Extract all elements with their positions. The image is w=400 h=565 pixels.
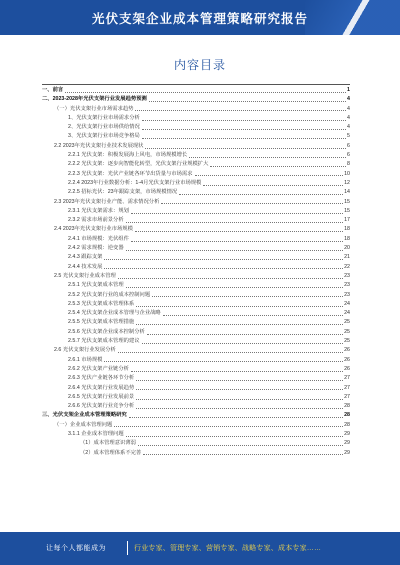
- toc-leader-dots: [126, 436, 343, 437]
- toc-entry-title: 3、光伏支架行业市场竞争格局: [68, 133, 140, 140]
- toc-leader-dots: [163, 315, 343, 316]
- toc-entry-title: 2.5 光伏支架行业成本管理: [54, 272, 116, 279]
- toc-entry[interactable]: [42, 198, 350, 207]
- toc-entry-page: 27: [344, 375, 350, 382]
- table-of-contents: [42, 86, 350, 458]
- toc-entry-title: 2.4.2 需求规模：逆变器: [68, 245, 124, 252]
- toc-entry-page: 15: [344, 198, 350, 205]
- toc-entry[interactable]: [42, 430, 350, 439]
- toc-entry-title: 2.3.2 需求市场前景分析: [68, 217, 124, 224]
- toc-leader-dots: [136, 399, 343, 400]
- toc-entry-page: 14: [344, 189, 350, 196]
- toc-entry-page: 18: [344, 235, 350, 242]
- toc-entry-title: （一）企业成本管理问题: [54, 421, 113, 428]
- toc-entry-page: 21: [344, 254, 350, 261]
- toc-leader-dots: [104, 259, 343, 260]
- footer-tagline: 行业专家、管理专家、营销专家、战略专家、成本专家……: [134, 545, 322, 552]
- toc-leader-dots: [126, 287, 343, 288]
- toc-leader-dots: [136, 380, 343, 381]
- toc-entry[interactable]: [42, 123, 350, 132]
- toc-entry-page: 29: [344, 430, 350, 437]
- toc-entry-title: 2.4.3 跟踪支架: [68, 254, 103, 261]
- toc-entry-page: 28: [344, 412, 350, 419]
- toc-entry-page: 24: [344, 300, 350, 307]
- toc-entry-title: 2.2.4 2023年行业数据分析：1-4月光伏支架行业市场规模: [68, 179, 202, 186]
- toc-entry-page: 17: [344, 217, 350, 224]
- toc-leader-dots: [142, 138, 346, 139]
- toc-leader-dots: [195, 175, 344, 176]
- toc-entry[interactable]: [42, 374, 350, 383]
- toc-entry-page: 26: [344, 347, 350, 354]
- toc-leader-dots: [210, 166, 346, 167]
- toc-entry[interactable]: [42, 253, 350, 262]
- toc-entry[interactable]: [42, 235, 350, 244]
- toc-entry[interactable]: [42, 281, 350, 290]
- header-bar: [0, 0, 400, 35]
- toc-leader-dots: [136, 324, 343, 325]
- toc-entry[interactable]: [42, 421, 350, 430]
- toc-entry-title: 2.2 2023年光伏支架行业技术发展现状: [54, 142, 144, 149]
- toc-leader-dots: [136, 389, 343, 390]
- toc-entry[interactable]: [42, 188, 350, 197]
- toc-entry-title: 2.6.3 光伏产业链各环节分析: [68, 375, 135, 382]
- toc-entry[interactable]: [42, 384, 350, 393]
- toc-entry[interactable]: [42, 449, 350, 458]
- toc-leader-dots: [65, 92, 346, 93]
- toc-entry[interactable]: [42, 170, 350, 179]
- toc-entry-title: （一）光伏支架行业市场需求趋势: [54, 105, 134, 112]
- toc-leader-dots: [189, 157, 346, 158]
- toc-entry-page: 10: [344, 170, 350, 177]
- toc-entry-page: 4: [347, 105, 350, 112]
- toc-entry-title: 2.2.5 招标光伏：23年跟踪支架，市场规模情况: [68, 189, 178, 196]
- toc-leader-dots: [104, 268, 343, 269]
- toc-entry-title: 2、光伏支架行业市场供给情况: [68, 124, 140, 131]
- toc-leader-dots: [126, 250, 343, 251]
- toc-entry[interactable]: [42, 328, 350, 337]
- toc-entry-title: 2.3.1 光伏支架需求：规划: [68, 207, 129, 214]
- toc-leader-dots: [138, 445, 343, 446]
- toc-leader-dots: [136, 408, 343, 409]
- toc-entry-page: 24: [344, 310, 350, 317]
- toc-entry-page: 29: [344, 440, 350, 447]
- toc-leader-dots: [126, 222, 343, 223]
- toc-leader-dots: [131, 241, 343, 242]
- toc-entry-title: 2.5.7 光伏支架成本管理的建议: [68, 338, 140, 345]
- toc-entry[interactable]: [42, 411, 350, 420]
- toc-entry-title: 2.6.4 光伏支架行业发展趋势: [68, 384, 135, 391]
- toc-entry[interactable]: [42, 179, 350, 188]
- toc-leader-dots: [142, 343, 344, 344]
- toc-entry-page: 27: [344, 384, 350, 391]
- toc-leader-dots: [143, 454, 343, 455]
- footer-slogan: 让每个人都能成为: [46, 545, 106, 552]
- toc-entry-title: 2.5.4 光伏支架企业成本管理与企业战略: [68, 310, 161, 317]
- toc-entry[interactable]: [42, 132, 350, 141]
- toc-heading: 内容目录: [173, 58, 226, 72]
- toc-leader-dots: [131, 371, 343, 372]
- toc-entry-title: （2）成本管理体系不完善: [80, 449, 142, 456]
- toc-leader-dots: [129, 417, 343, 418]
- toc-entry-page: 22: [344, 263, 350, 270]
- toc-entry-title: 2.5.2 光伏支架行业的成本控制问题: [68, 291, 151, 298]
- toc-entry-page: 27: [344, 393, 350, 400]
- toc-entry-page: 6: [347, 142, 350, 149]
- toc-leader-dots: [136, 306, 343, 307]
- toc-entry[interactable]: [42, 318, 350, 327]
- toc-entry-title: 2.2.2 光伏支架：逐步向智能化转型，光伏支架行业规模扩大: [68, 161, 209, 168]
- toc-entry[interactable]: [42, 86, 350, 95]
- toc-entry-title: 二、2023-2028年光伏支架行业发展趋势预测: [42, 96, 147, 103]
- toc-leader-dots: [131, 213, 343, 214]
- toc-entry[interactable]: [42, 337, 350, 346]
- toc-entry[interactable]: [42, 105, 350, 114]
- toc-entry[interactable]: [42, 300, 350, 309]
- toc-entry-page: 23: [344, 282, 350, 289]
- toc-entry-page: 5: [347, 133, 350, 140]
- toc-entry-page: 8: [347, 161, 350, 168]
- toc-entry-title: 一、前言: [42, 87, 64, 93]
- toc-entry-page: 25: [344, 338, 350, 345]
- toc-leader-dots: [118, 352, 343, 353]
- toc-leader-dots: [149, 101, 346, 102]
- toc-entry-title: 2.6.2 光伏支架产业链分析: [68, 365, 129, 372]
- toc-entry-title: 1、光伏支架行业市场需求分析: [68, 114, 140, 121]
- toc-entry[interactable]: [42, 225, 350, 234]
- toc-entry-page: 26: [344, 356, 350, 363]
- toc-entry[interactable]: [42, 356, 350, 365]
- toc-entry-page: 4: [347, 96, 350, 103]
- toc-entry-title: 2.6.1 市场规模: [68, 356, 103, 363]
- toc-entry-page: 23: [344, 291, 350, 298]
- toc-entry-page: 15: [344, 207, 350, 214]
- toc-entry-title: 2.2.3 光伏支架：光伏产业链各环节出货量与市场需求: [68, 170, 193, 177]
- toc-leader-dots: [179, 194, 343, 195]
- document-title: 光伏支架企业成本管理策略研究报告: [91, 12, 308, 26]
- toc-entry[interactable]: [42, 142, 350, 151]
- toc-entry-title: 2.4.4 技术发展: [68, 263, 103, 270]
- toc-entry-page: 25: [344, 319, 350, 326]
- toc-entry-page: 18: [344, 226, 350, 233]
- toc-entry[interactable]: [42, 291, 350, 300]
- toc-leader-dots: [142, 129, 346, 130]
- toc-entry-page: 6: [347, 152, 350, 159]
- toc-entry[interactable]: [42, 244, 350, 253]
- toc-entry[interactable]: [42, 216, 350, 225]
- toc-entry[interactable]: [42, 114, 350, 123]
- toc-entry-page: 29: [344, 449, 350, 456]
- toc-entry[interactable]: [42, 151, 350, 160]
- toc-entry[interactable]: [42, 309, 350, 318]
- toc-entry[interactable]: [42, 346, 350, 355]
- toc-leader-dots: [145, 148, 346, 149]
- toc-entry[interactable]: [42, 393, 350, 402]
- toc-entry-page: 4: [347, 124, 350, 131]
- toc-entry-page: 23: [344, 272, 350, 279]
- toc-entry-page: 1: [347, 87, 350, 93]
- toc-entry-title: 2.6.6 光伏支架行业竞争分析: [68, 403, 135, 410]
- toc-entry[interactable]: [42, 160, 350, 169]
- toc-entry-page: 28: [344, 421, 350, 428]
- toc-entry[interactable]: [42, 272, 350, 281]
- toc-entry-title: 2.5.6 光伏支架企业成本控制分析: [68, 328, 145, 335]
- toc-leader-dots: [203, 185, 343, 186]
- toc-entry[interactable]: [42, 365, 350, 374]
- toc-leader-dots: [161, 203, 343, 204]
- toc-entry-title: 3.1.1 企业成本管理问题: [68, 430, 124, 437]
- toc-entry-title: 2.5.3 光伏支架成本管理体系: [68, 300, 135, 307]
- toc-entry-title: 2.4.1 市场规模：光伏组件: [68, 235, 129, 242]
- toc-entry-title: 三、光伏支架企业成本管理策略研究: [42, 412, 127, 419]
- toc-entry-title: 2.5.5 光伏支架成本管理措施: [68, 319, 135, 326]
- footer-divider: [127, 541, 128, 555]
- toc-leader-dots: [118, 278, 343, 279]
- footer-bar: [0, 532, 400, 565]
- toc-entry[interactable]: [42, 402, 350, 411]
- toc-entry-title: 2.5.1 光伏支架成本管理: [68, 282, 124, 289]
- toc-entry-title: （1）成本管理意识薄弱: [80, 440, 136, 447]
- toc-entry[interactable]: [42, 263, 350, 272]
- toc-entry[interactable]: [42, 95, 350, 104]
- toc-entry-title: 2.6.5 光伏支架行业发展前景: [68, 393, 135, 400]
- toc-leader-dots: [114, 426, 343, 427]
- toc-entry-page: 20: [344, 245, 350, 252]
- toc-entry-page: 25: [344, 328, 350, 335]
- toc-leader-dots: [152, 296, 343, 297]
- toc-entry-page: 26: [344, 365, 350, 372]
- toc-entry[interactable]: [42, 207, 350, 216]
- toc-leader-dots: [142, 120, 346, 121]
- toc-leader-dots: [147, 334, 343, 335]
- toc-entry-page: 28: [344, 403, 350, 410]
- toc-leader-dots: [135, 231, 343, 232]
- toc-top-rule: [42, 84, 350, 85]
- toc-leader-dots: [104, 361, 343, 362]
- toc-entry-title: 2.2.1 光伏支架：积极发展海上风电，市场规模增长: [68, 152, 188, 159]
- toc-entry[interactable]: [42, 439, 350, 448]
- toc-entry-title: 2.4 2023年光伏支架行业市场规模: [54, 226, 133, 233]
- toc-entry-page: 4: [347, 114, 350, 121]
- toc-entry-title: 2.3 2023年光伏支架行业产能、需求情况分析: [54, 198, 160, 205]
- toc-entry-page: 12: [344, 179, 350, 186]
- toc-leader-dots: [135, 110, 346, 111]
- toc-entry-title: 2.6 光伏支架行业发展分析: [54, 347, 116, 354]
